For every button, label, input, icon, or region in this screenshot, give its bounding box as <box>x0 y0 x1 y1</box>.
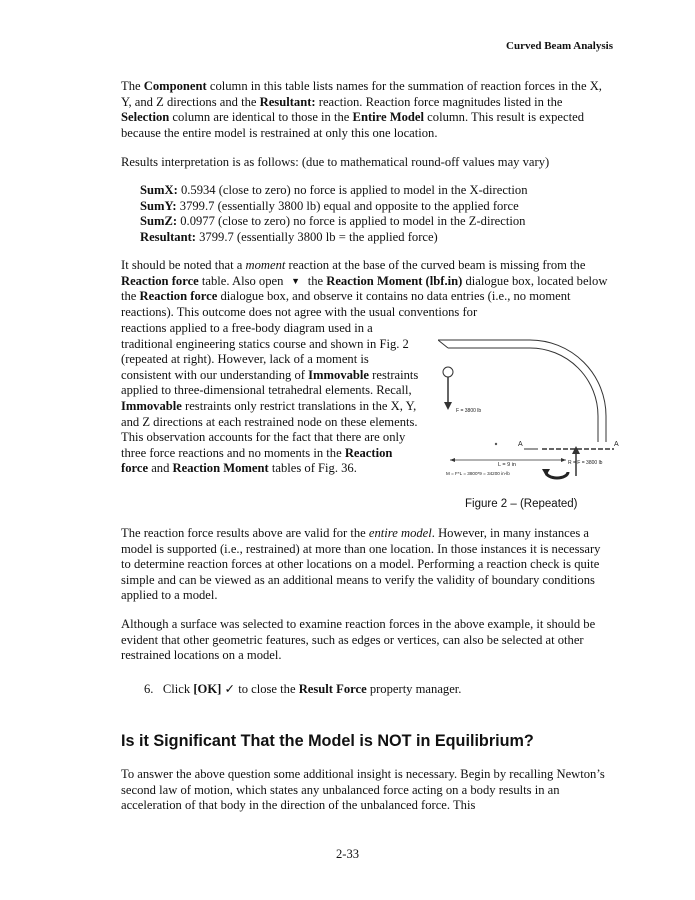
figure-caption: Figure 2 – (Repeated) <box>465 498 578 510</box>
beam-outer-edge <box>438 340 606 442</box>
results-list <box>140 183 610 245</box>
ok-button-reference: [OK] <box>193 682 222 696</box>
section-a-right: A <box>614 441 619 448</box>
length-label: L = 9 in <box>498 462 516 468</box>
reaction-label: R = F = 3800 lb <box>568 460 603 466</box>
paragraph-geometric-features: Although a surface was selected to examine reaction forces in the above example, it should be evident that other geometric features, such as edges or vertices, can also be selected at other restrained locations on a model. <box>121 617 596 663</box>
running-header: Curved Beam Analysis <box>506 40 613 52</box>
load-point-icon <box>443 367 453 377</box>
section-heading: Is it Significant That the Model is NOT in Equilibrium? <box>121 732 534 750</box>
paragraph-results-intro: Results interpretation is as follows: (due to mathematical round-off values may vary) <box>121 155 550 169</box>
beam-inner-edge <box>448 348 598 442</box>
reaction-moment-arc <box>546 472 568 478</box>
moment-label: M = F*L = 3800*9 = 34200 in-lb <box>446 471 510 476</box>
paragraph-immovable-restraints: reactions applied to a free-body diagram used in a traditional engineering statics course and shown in Fig. 2 (repeated at right). However, lack of a moment is consistent with our understanding of Immovable restraints applied to three-dimensional tetrahedral elements. Recall, Immovable restraints only restrict translations in the X, Y, and Z directions at each restrained node on these elements. This observation accounts for the fact that there are only three force reactions and no moments in the Reaction force and Reaction Moment tables of Fig. 36. <box>121 321 419 476</box>
result-sumx: SumX: 0.5934 (close to zero) no force is applied to model in the X-direction <box>140 183 528 197</box>
section-a-left: A <box>518 441 523 448</box>
dropdown-expand-icon: ▼ <box>291 275 300 286</box>
result-resultant: Resultant: 3799.7 (essentially 3800 lb = the applied force) <box>140 229 438 244</box>
paragraph-component-column: The Component column in this table lists names for the summation of reaction forces in the X, Y, and Z directions and the Resultant: reaction. Reaction force magnitudes listed in the Selection column are identical to those in the Entire Model column. This result is expected because the entire model is restrained at only this one location. <box>121 79 602 140</box>
curved-beam-free-body-diagram <box>438 336 620 494</box>
result-sumy: SumY: 3799.7 (essentially 3800 lb) equal and opposite to the applied force <box>140 198 519 213</box>
page-number: 2-33 <box>335 847 360 861</box>
paragraph-moment-missing: It should be noted that a moment reaction at the base of the curved beam is missing from the Reaction force table. Also open ▼ the Reaction Moment (lbf.in) dialogue box, located below the Reaction force dialogue box, and observe it contains no data entries (i.e., no moment reactions). This outcome does not agree with the usual conventions for <box>121 258 608 319</box>
paragraph-newton-law: To answer the above question some additional insight is necessary. Begin by recalling Newton’s second law of motion, which states any unbalanced force acting on a body results in an acceleration of that body in the direction of the unbalanced force. This <box>121 767 605 813</box>
force-label: F = 3800 lb <box>456 408 482 414</box>
step-6: 6. Click [OK] ✓ to close the Result Force property manager. <box>144 682 462 696</box>
check-icon: ✓ <box>224 682 236 696</box>
result-sumz: SumZ: 0.0977 (close to zero) no force is applied to model in the Z-direction <box>140 214 526 229</box>
paragraph-reaction-check: The reaction force results above are valid for the entire model. However, in many instances a model is supported (i.e., restrained) at more than one location. In those instances it is necessary to determine reaction forces at other locations on a model. Performing a reaction check is quite simple and can be viewed as an additional means to verify the validity of boundary conditions applied to a model. <box>121 526 601 603</box>
